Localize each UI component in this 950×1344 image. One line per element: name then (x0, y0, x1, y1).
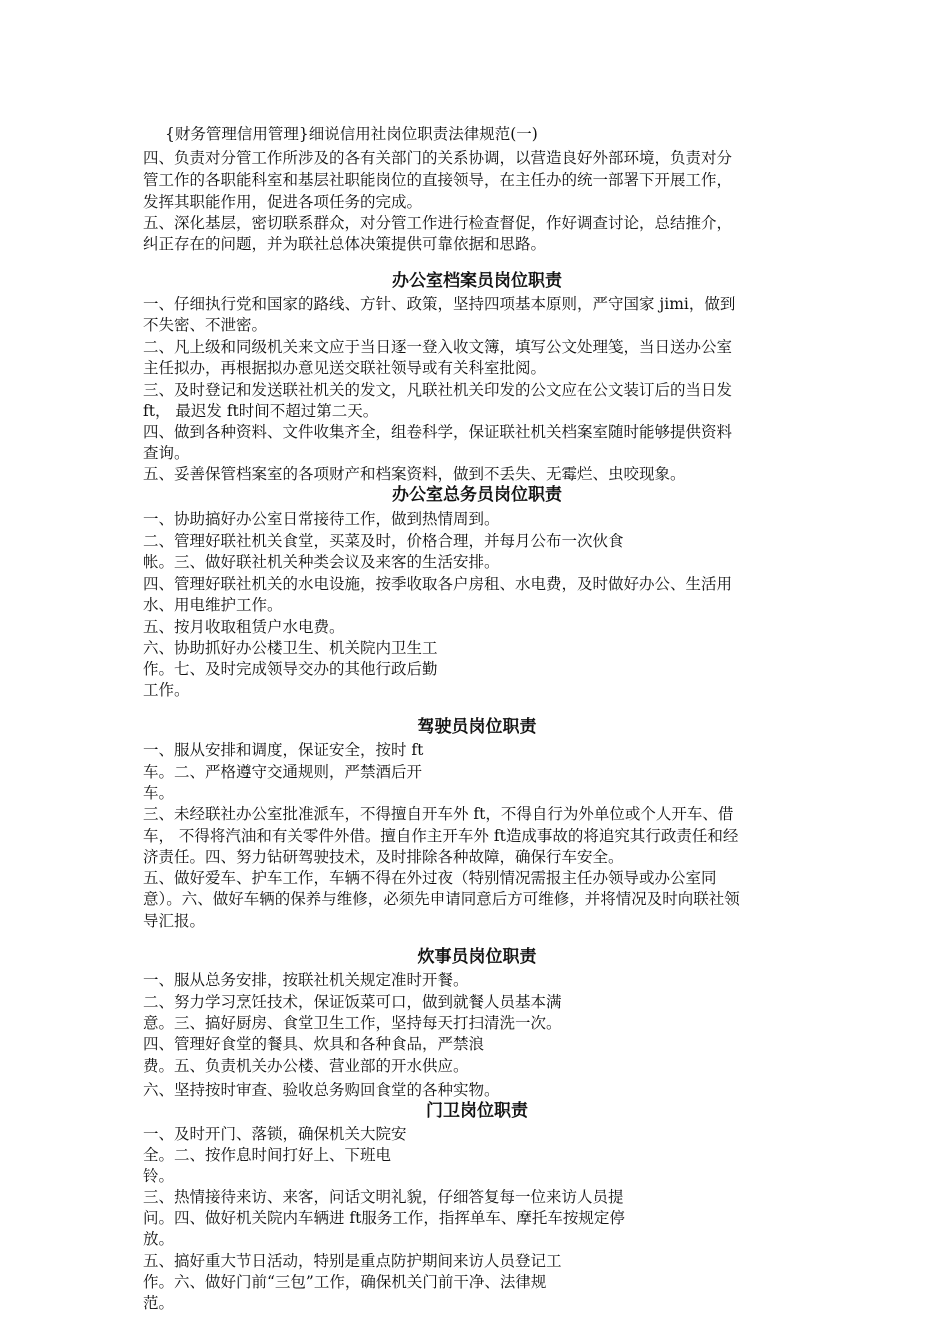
gatekeeper-duty-line: 作。六、做好门前“三包”工作，确保机关门前干净、法律规 (143, 1273, 547, 1291)
driver-duty-line: 车， 不得将汽油和有关零件外借。擅自作主开车外 ft造成事故的将追究其行政责任和经 (143, 827, 739, 845)
archivist-duty-line: 不失密、不泄密。 (143, 316, 268, 334)
cook-duty-line: 费。五、负责机关办公楼、营业部的开水供应。 (143, 1057, 469, 1075)
driver-duty-line: 意）。六、做好车辆的保养与维修，必须先申请同意后方可维修，并将情况及时向联社领 (143, 890, 740, 908)
section-heading-archivist: 办公室档案员岗位职责 (392, 271, 562, 291)
intro-line: 四、负责对分管工作所涉及的各有关部门的关系协调，以营造良好外部环境，负责对分 (143, 149, 733, 167)
cook-duty-line: 四、管理好食堂的餐具、炊具和各种食品，严禁浪 (143, 1035, 485, 1053)
section-heading-gatekeeper: 门卫岗位职责 (426, 1101, 528, 1121)
general-affairs-duty-line: 水、用电维护工作。 (143, 596, 283, 614)
gatekeeper-duty-line: 一、及时开门、落锁，确保机关大院安 (143, 1125, 407, 1143)
archivist-duty-line: 查询。 (143, 444, 190, 462)
archivist-duty-line: 一、仔细执行党和国家的路线、方针、政策，坚持四项基本原则，严守国家 jimi，做到 (143, 295, 736, 313)
archivist-duty-line: 四、做到各种资料、文件收集齐全，组卷科学，保证联社机关档案室随时能够提供资料 (143, 423, 733, 441)
gatekeeper-duty-line: 问。四、做好机关院内车辆进 ft服务工作，指挥单车、摩托车按规定停 (143, 1209, 625, 1227)
intro-line: 发挥其职能作用，促进各项任务的完成。 (143, 193, 423, 211)
gatekeeper-duty-line: 放。 (143, 1230, 175, 1248)
section-heading-driver: 驾驶员岗位职责 (417, 717, 537, 737)
cook-duty-line: 意。三、搞好厨房、食堂卫生工作，坚持每天打扫清洗一次。 (143, 1014, 562, 1032)
gatekeeper-duty-line: 范。 (143, 1294, 175, 1312)
general-affairs-duty-line: 五、按月收取租赁户水电费。 (143, 618, 345, 636)
archivist-duty-line: 主任拟办，再根据拟办意见送交联社领导或有关科室批阅。 (143, 359, 547, 377)
cook-duty-line: 一、服从总务安排，按联社机关规定准时开餐。 (143, 971, 469, 989)
intro-line: 管工作的各职能科室和基层社职能岗位的直接领导，在主任办的统一部署下开展工作， (143, 171, 733, 189)
driver-duty-line: 三、未经联社办公室批准派车，不得擅自开车外 ft，不得自行为外单位或个人开车、借 (143, 805, 734, 823)
section-heading-general-affairs: 办公室总务员岗位职责 (392, 485, 562, 505)
gatekeeper-duty-line: 三、热情接待来访、来客，问话文明礼貌，仔细答复每一位来访人员提 (143, 1188, 624, 1206)
intro-line: 五、深化基层，密切联系群众，对分管工作进行检查督促，作好调查讨论，总结推介， (143, 214, 733, 232)
gatekeeper-duty-line: 全。二、按作息时间打好上、下班电 (143, 1146, 392, 1164)
general-affairs-duty-line: 六、协助抓好办公楼卫生、机关院内卫生工 (143, 639, 438, 657)
archivist-duty-line: ft， 最迟发 ft时间不超过第二天。 (143, 402, 379, 420)
driver-duty-line: 车。二、严格遵守交通规则，严禁酒后开 (143, 763, 423, 781)
general-affairs-duty-line: 帐。三、做好联社机关种类会议及来客的生活安排。 (143, 553, 500, 571)
general-affairs-duty-line: 二、管理好联社机关食堂，买菜及时，价格合理，并每月公布一次伙食 (143, 532, 624, 550)
driver-duty-line: 车。 (143, 784, 175, 802)
driver-duty-line: 济责任。四、努力钻研驾驶技术，及时排除各种故障，确保行车安全。 (143, 848, 624, 866)
cook-duty-line: 二、努力学习烹饪技术，保证饭菜可口，做到就餐人员基本满 (143, 993, 562, 1011)
general-affairs-duty-line: 四、管理好联社机关的水电设施，按季收取各户房租、水电费，及时做好办公、生活用 (143, 575, 733, 593)
gatekeeper-duty-line: 铃。 (143, 1167, 175, 1185)
cook-duty-line: 六、坚持按时审查、验收总务购回食堂的各种实物。 (143, 1081, 500, 1099)
document-title: {财务管理信用管理}细说信用社岗位职责法律规范(一) (165, 125, 538, 143)
intro-line: 纠正存在的问题，并为联社总体决策提供可靠依据和思路。 (143, 235, 547, 253)
archivist-duty-line: 二、凡上级和同级机关来文应于当日逐一登入收文簿，填写公文处理笺，当日送办公室 (143, 338, 733, 356)
driver-duty-line: 五、做好爱车、护车工作，车辆不得在外过夜（特别情况需报主任办领导或办公室同 (143, 869, 717, 887)
general-affairs-duty-line: 工作。 (143, 681, 190, 699)
driver-duty-line: 导汇报。 (143, 912, 206, 930)
gatekeeper-duty-line: 五、搞好重大节日活动，特别是重点防护期间来访人员登记工 (143, 1252, 562, 1270)
archivist-duty-line: 三、及时登记和发送联社机关的发文，凡联社机关印发的公文应在公文装订后的当日发 (143, 381, 733, 399)
driver-duty-line: 一、服从安排和调度，保证安全，按时 ft (143, 741, 424, 759)
section-heading-cook: 炊事员岗位职责 (417, 947, 537, 967)
general-affairs-duty-line: 作。七、及时完成领导交办的其他行政后勤 (143, 660, 438, 678)
general-affairs-duty-line: 一、协助搞好办公室日常接待工作，做到热情周到。 (143, 510, 500, 528)
archivist-duty-line: 五、妥善保管档案室的各项财产和档案资料，做到不丢失、无霉烂、虫咬现象。 (143, 465, 686, 483)
